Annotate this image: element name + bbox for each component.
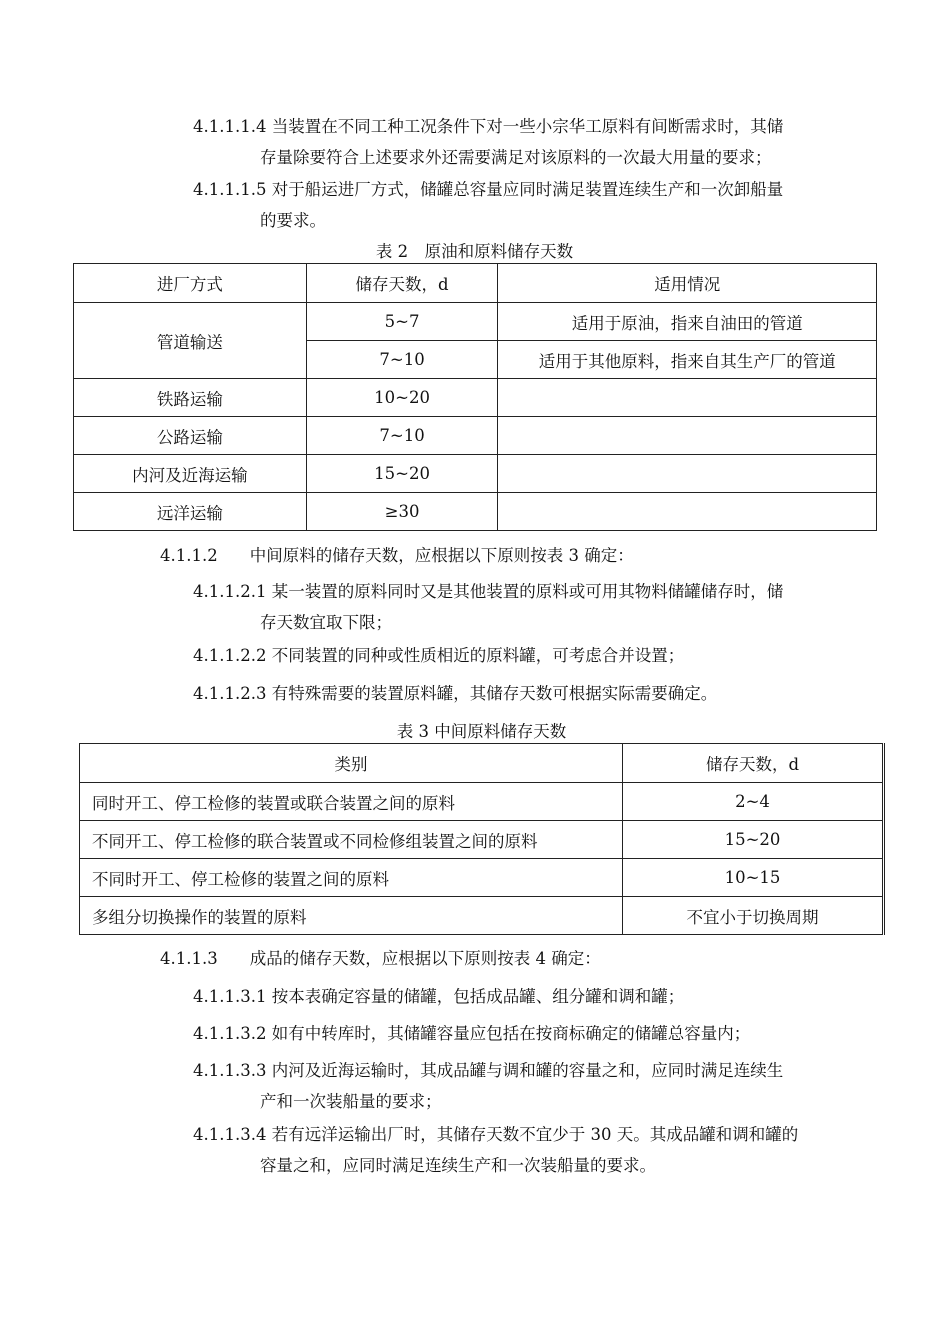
clause-4-1-1-2-2 [193, 640, 893, 671]
clause-text-line2: 产和一次装船量的要求； [260, 1092, 442, 1111]
clause-4-1-1-3-4 [193, 1119, 893, 1181]
table2-note-cell [498, 417, 877, 455]
clause-text-line2: 容量之和，应同时满足连续生产和一次装船量的要求。 [260, 1156, 656, 1175]
clause-text-line1: 当装置在不同工种工况条件下对一些小宗华工原料有间断需求时，其储 [271, 117, 784, 136]
table2 [73, 263, 877, 531]
clause-text-line1: 如有中转库时，其储罐容量应包括在按商标确定的储罐总容量内； [271, 1024, 751, 1043]
table-row [80, 783, 884, 821]
clause-text-line1: 若有远洋运输出厂时，其储存天数不宜少于 30 天。其成品罐和调和罐的 [271, 1125, 799, 1144]
table-row [74, 493, 877, 531]
clause-4-1-1-3-3 [193, 1055, 893, 1117]
table3-category-cell: 同时开工、停工检修的装置或联合装置之间的原料 [80, 783, 623, 821]
clause-number: 4.1.1.3 [160, 949, 218, 968]
table2-days-cell: 10~20 [306, 379, 498, 417]
table3-days-cell: 不宜小于切换周期 [623, 897, 884, 935]
table2-header-row [74, 264, 877, 303]
clause-4-1-1-2-3 [193, 678, 893, 709]
clause-text-line1: 有特殊需要的装置原料罐，其储存天数可根据实际需要确定。 [271, 684, 718, 703]
table3-header-row [80, 744, 884, 783]
table-row [74, 455, 877, 493]
clause-4-1-1-2 [160, 540, 634, 571]
table2-mode-cell: 远洋运输 [74, 493, 307, 531]
table2-mode-cell: 内河及近海运输 [74, 455, 307, 493]
clause-4-1-1-1-5 [193, 174, 893, 236]
table2-note-cell [498, 455, 877, 493]
table3-days-cell: 15~20 [623, 821, 884, 859]
table3-category-cell: 不同开工、停工检修的联合装置或不同检修组装置之间的原料 [80, 821, 623, 859]
table2-mode-cell: 管道输送 [74, 303, 307, 379]
clause-4-1-1-2-1 [193, 576, 893, 638]
table2-days-cell: 7~10 [306, 417, 498, 455]
table-row [74, 379, 877, 417]
clause-number: 4.1.1.3.1 [193, 987, 267, 1006]
table-row [80, 859, 884, 897]
table-row [80, 821, 884, 859]
clause-4-1-1-3-1 [193, 981, 893, 1012]
clause-text-line1: 不同装置的同种或性质相近的原料罐，可考虑合并设置； [271, 646, 685, 665]
table-row [74, 303, 877, 341]
clause-text-line1: 按本表确定容量的储罐，包括成品罐、组分罐和调和罐； [271, 987, 685, 1006]
clause-number: 4.1.1.2.2 [193, 646, 267, 665]
table3-caption: 表 3 中间原料储存天数 [396, 722, 567, 741]
table3-category-cell: 多组分切换操作的装置的原料 [80, 897, 623, 935]
clause-text: 成品的储存天数，应根据以下原则按表 4 确定： [249, 949, 601, 968]
clause-number: 4.1.1.2.1 [193, 582, 267, 601]
table3-category-cell: 不同时开工、停工检修的装置之间的原料 [80, 859, 623, 897]
clause-text-line2: 存量除要符合上述要求外还需要满足对该原料的一次最大用量的要求； [260, 148, 772, 167]
table3-header-cell: 储存天数，d [623, 744, 884, 783]
clause-text-line1: 对于船运进厂方式，储罐总容量应同时满足装置连续生产和一次卸船量 [271, 180, 784, 199]
clause-number: 4.1.1.2 [160, 546, 218, 565]
table3-header-cell: 类别 [80, 744, 623, 783]
table2-days-cell: 7~10 [306, 341, 498, 379]
table2-note-cell: 适用于原油，指来自油田的管道 [498, 303, 877, 341]
table3 [79, 743, 885, 935]
table2-header-cell: 进厂方式 [74, 264, 307, 303]
table2-caption: 表 2 原油和原料储存天数 [375, 242, 574, 261]
clause-text-line1: 某一装置的原料同时又是其他装置的原料或可用其物料储罐储存时，储 [271, 582, 784, 601]
clause-number: 4.1.1.1.4 [193, 117, 267, 136]
clause-text-line2: 的要求。 [260, 211, 326, 230]
clause-number: 4.1.1.3.3 [193, 1061, 267, 1080]
table2-days-cell: 5~7 [306, 303, 498, 341]
clause-text-line2: 存天数宜取下限； [260, 613, 392, 632]
table2-note-cell [498, 379, 877, 417]
table2-header-cell: 储存天数，d [306, 264, 498, 303]
table2-note-cell: 适用于其他原料，指来自其生产厂的管道 [498, 341, 877, 379]
clause-number: 4.1.1.2.3 [193, 684, 267, 703]
table2-days-cell: 15~20 [306, 455, 498, 493]
clause-number: 4.1.1.3.4 [193, 1125, 267, 1144]
table-row [80, 897, 884, 935]
clause-4-1-1-1-4 [193, 111, 893, 173]
table2-mode-cell: 公路运输 [74, 417, 307, 455]
clause-4-1-1-3 [160, 943, 601, 974]
clause-number: 4.1.1.3.2 [193, 1024, 267, 1043]
table-row [74, 417, 877, 455]
clause-text: 中间原料的储存天数，应根据以下原则按表 3 确定： [249, 546, 634, 565]
clause-4-1-1-3-2 [193, 1018, 893, 1049]
table2-mode-cell: 铁路运输 [74, 379, 307, 417]
table3-days-cell: 10~15 [623, 859, 884, 897]
clause-text-line1: 内河及近海运输时，其成品罐与调和罐的容量之和，应同时满足连续生 [271, 1061, 784, 1080]
clause-number: 4.1.1.1.5 [193, 180, 267, 199]
table2-days-cell: ≥30 [306, 493, 498, 531]
table3-days-cell: 2~4 [623, 783, 884, 821]
table2-note-cell [498, 493, 877, 531]
table2-header-cell: 适用情况 [498, 264, 877, 303]
